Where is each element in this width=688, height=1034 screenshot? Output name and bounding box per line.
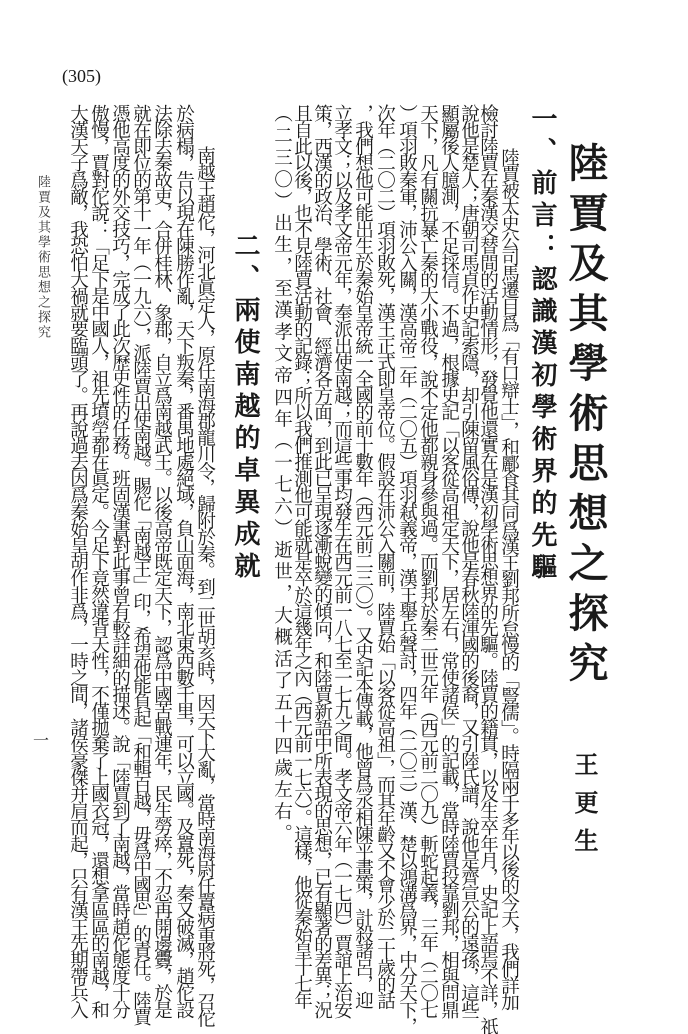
section-1-column: 天下，凡有關抗暴亡秦的大小戰役，說不定他都親身參與過。而劉邦於秦二世元年（西元前二〇九）斬蛇起義，三年（二〇七 — [417, 104, 439, 1017]
section-2-column: 傲慢，賈對佗說：「足下是中國人，祖先墳塋都在眞定。今足下竟然違背天性，不僅拋棄了上國衣冠，還想拿區區的南越，和 — [88, 104, 110, 1017]
section-1-column: ）項羽敗秦軍，沛公入關，漢高帝二年（二〇五）項羽弒義帝，漢王舉兵聲討，四年（二〇三）漢、楚以鴻溝爲界，中分天下， — [396, 104, 418, 1034]
running-header: 陸賈及其學術思想之探究 — [35, 175, 50, 340]
section-1-column: 次年（二〇二）項羽敗死，漢王正式即皇帝位。假設在沛公入關前，陸賈始「以客從高祖」，而其年齡又不會少於二十歲的話 — [374, 104, 396, 1008]
folio-number: 一 — [33, 731, 50, 750]
section-2-column: 法除去秦故吏，合併桂林、象郡，自立爲南越武王。以後高帝既定天下，認爲中國苦戰連年，民生勞瘁，不忍再開邊釁，於是 — [151, 104, 173, 1017]
section-2-column: 於病榻，告以現在陳勝作亂，天下叛秦，番禺地處絕域，負山面海，南北東西數千里，可以立國。及囂死，秦又破滅，趙佗設 — [173, 104, 195, 1017]
section-1-column: 且自此以後，也不見陸賈活動的記錄；所以我們推測他可能就是卒於這幾年之內（西元前一七六）。這樣，他從秦始皇十七年 — [291, 104, 313, 1008]
section-1-column: 檢討陸賈在秦漢交替間的活動情形，發覺他還實在是漢初學術思想界的先驅。陸賈的籍貫，以及生卒年月，史記上語焉不詳，祇 — [477, 104, 499, 1034]
section-2-column: 憑他高度的外交技巧，完成了此次歷史性的任務。班固漢書對此事曾有較詳細的描述。說「陸賈到了南越，當時趙佗態度十分 — [109, 104, 131, 1017]
section-1-column: （二三〇）出生，至漢孝文帝四年（一七六）逝世，大概活了五十四歲左右。 — [271, 104, 293, 846]
section-1-column: 立孝文；以及孝文帝元年，奉派出使南越；而這些事均發生在西元前一八七至一七九之間。孝文帝六年（一七四）賈誼上治安 — [331, 104, 353, 1017]
section-1-column: 策，西漢的政治、學術、社會、經濟各方面，到此已呈現逐漸蛻變的傾向，和陸賈新語中所表現的思想，已有顯著的差異；況 — [311, 104, 333, 1017]
section-2-column: 大漢天子爲敵，我恐怕大禍就要臨頭了。再說過去因爲秦始皇胡作非爲，一時之間，諸侯豪傑并肩而起，只有漢王先期帶兵入 — [67, 104, 89, 1017]
page-number: (305) — [62, 66, 101, 86]
section-1-column: 說他是楚人；唐朝司馬貞作史記索隱，却引陳留風俗傳，說他是春秋陸渾國的後裔，又引陸氏譜，說他是齊宣公的遠孫，這些 — [458, 104, 480, 1017]
section-1-column: 陸賈被太史公司馬遷目爲「有口辯士」，和酈食其同爲漢王劉邦所怠慢的「豎儒」。時隔兩千多年以後的今天，我們詳加 — [498, 148, 520, 1010]
section-1-column: 顯屬後人臆測，不足採信。不過，根據史記「以客從高祖定天下，居左右，常使諸侯」的記載，當時陸賈投靠劉邦，相與問鼎 — [438, 104, 460, 1017]
section-1-column: ，我們想他可能出生於秦始皇帝統一全國的前十數年（西元前二三〇）。又史記本傳載，他曾爲丞相陳平畫策，計殺諸呂，迎 — [352, 104, 374, 1008]
section-2-heading: 二、兩使南越的卓異成就 — [230, 232, 260, 584]
section-2-column: 南越王趙佗，河北眞定人，原任南海郡龍川令，歸附於秦。到二世胡亥時，因天下大亂，當時南海尉任囂病重將死，召佗 — [194, 146, 216, 1026]
section-2-column: 就在即位的第十一年（一九六），派陸賈出使南越。賜佗「南越王」印，希望他能負起「和輯百越，毋爲中國思」的責任。陸賈 — [130, 104, 152, 1025]
author-name: 王更生 — [570, 752, 599, 866]
section-1-heading: 一、前言：認識漢初學術界的先驅 — [527, 105, 557, 585]
article-title: 陸賈及其學術思想之探究 — [562, 142, 609, 692]
